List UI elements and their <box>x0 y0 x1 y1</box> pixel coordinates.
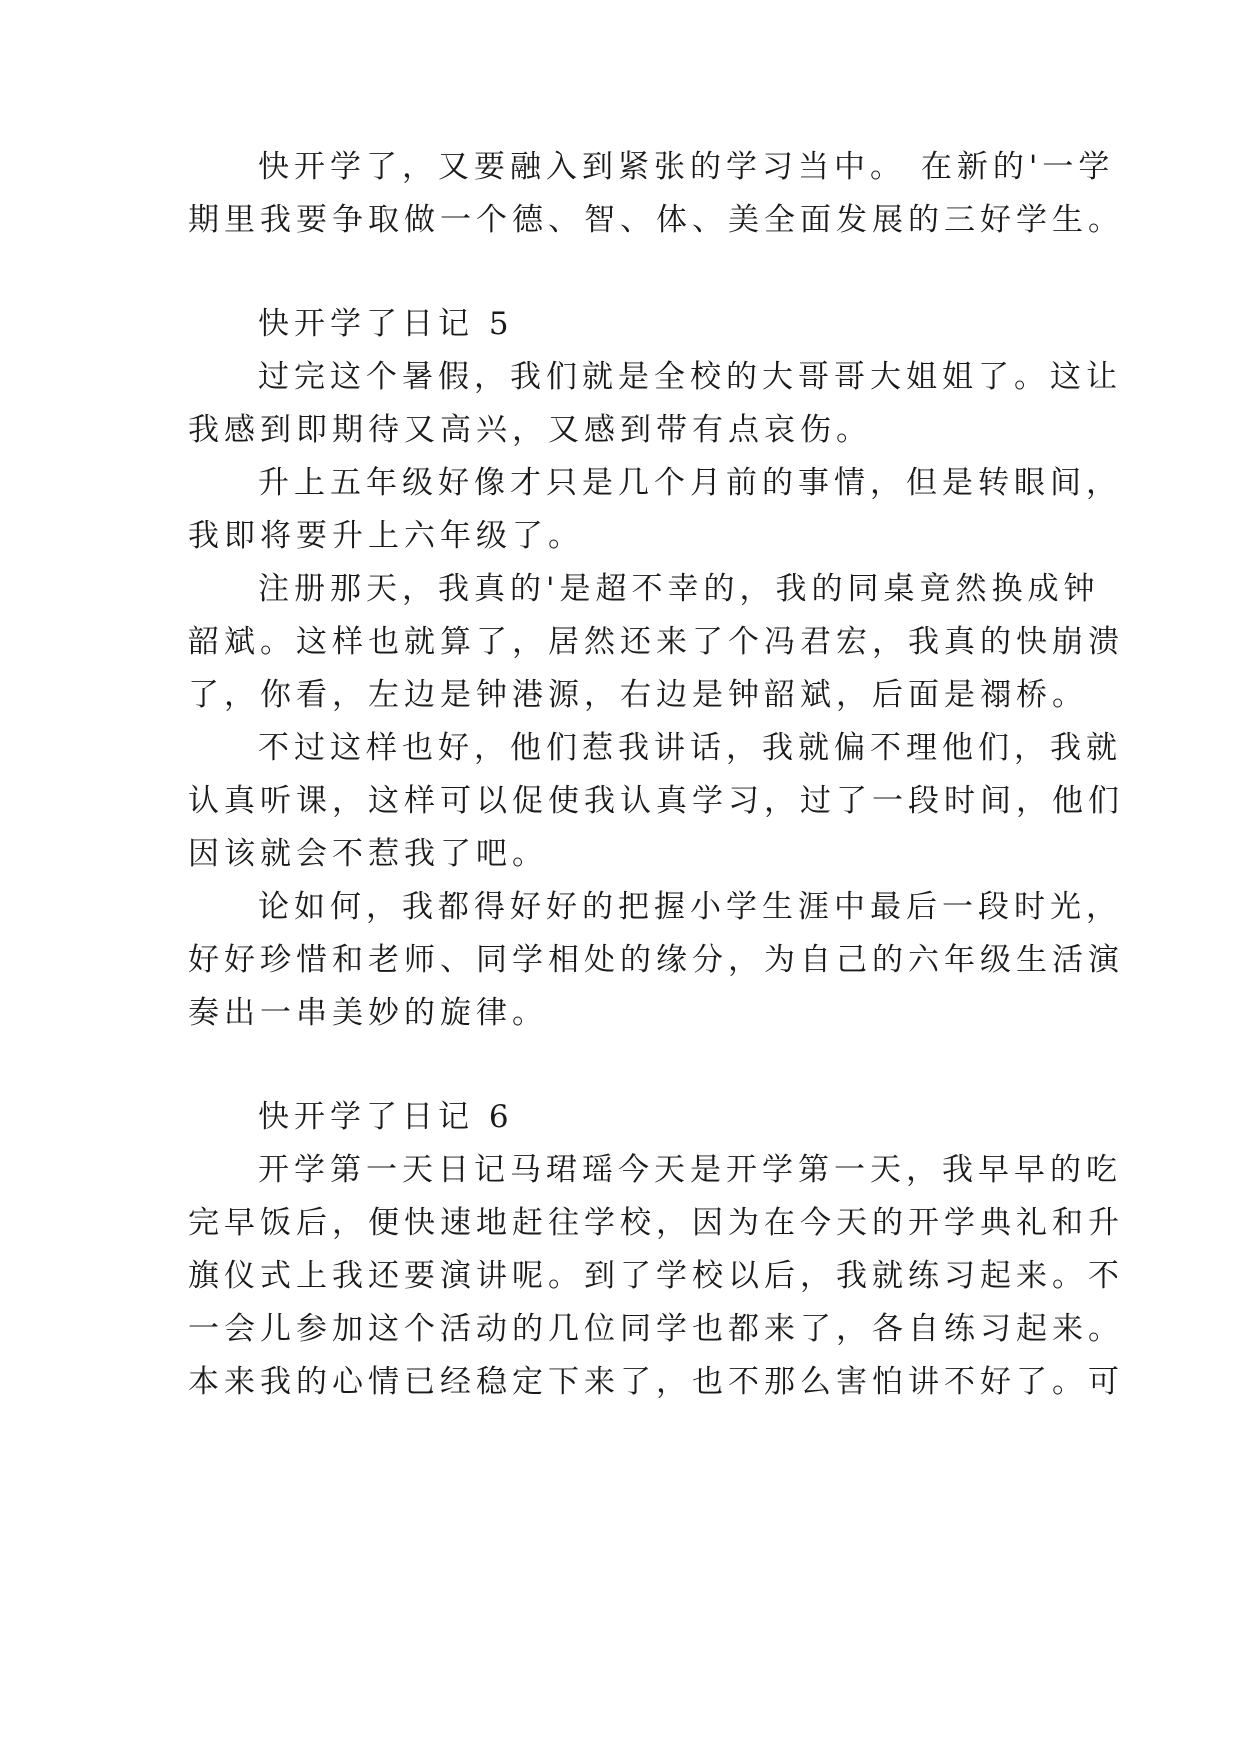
paragraph-line: 了，你看，左边是钟港源，右边是钟韶斌，后面是禤桥。 <box>188 677 1088 713</box>
section-heading: 快开学了日记 5 <box>258 306 514 342</box>
paragraph-line: 过完这个暑假，我们就是全校的大哥哥大姐姐了。这让 <box>258 359 1122 395</box>
paragraph-line: 本来我的心情已经稳定下来了，也不那么害怕讲不好了。可 <box>188 1364 1124 1400</box>
paragraph-line: 韶斌。这样也就算了，居然还来了个冯君宏，我真的快崩溃 <box>188 624 1124 660</box>
paragraph-line: 快开学了，又要融入到紧张的学习当中。 在新的'一学 <box>258 149 1115 185</box>
paragraph-line: 论如何，我都得好好的把握小学生涯中最后一段时光， <box>258 889 1122 925</box>
paragraph-line: 旗仪式上我还要演讲呢。到了学校以后，我就练习起来。不 <box>188 1258 1124 1294</box>
paragraph-line: 期里我要争取做一个德、智、体、美全面发展的三好学生。 <box>188 202 1124 238</box>
paragraph-line: 因该就会不惹我了吧。 <box>188 836 548 872</box>
section-heading: 快开学了日记 6 <box>258 1099 514 1135</box>
paragraph-line: 我感到即期待又高兴，又感到带有点哀伤。 <box>188 412 872 448</box>
paragraph-line: 不过这样也好，他们惹我讲话，我就偏不理他们，我就 <box>258 730 1122 766</box>
paragraph-line: 升上五年级好像才只是几个月前的事情，但是转眼间， <box>258 465 1122 501</box>
paragraph-line: 完早饭后，便快速地赶往学校，因为在今天的开学典礼和升 <box>188 1205 1124 1241</box>
paragraph-line: 好好珍惜和老师、同学相处的缘分，为自己的六年级生活演 <box>188 942 1124 978</box>
paragraph-line: 我即将要升上六年级了。 <box>188 518 584 554</box>
paragraph-line: 一会儿参加这个活动的几位同学也都来了，各自练习起来。 <box>188 1311 1124 1347</box>
paragraph-line: 认真听课，这样可以促使我认真学习，过了一段时间，他们 <box>188 783 1124 819</box>
paragraph-line: 开学第一天日记马珺瑶今天是开学第一天，我早早的吃 <box>258 1152 1122 1188</box>
paragraph-line: 奏出一串美妙的旋律。 <box>188 995 548 1031</box>
paragraph-line: 注册那天，我真的'是超不幸的，我的同桌竟然换成钟 <box>258 571 1100 607</box>
